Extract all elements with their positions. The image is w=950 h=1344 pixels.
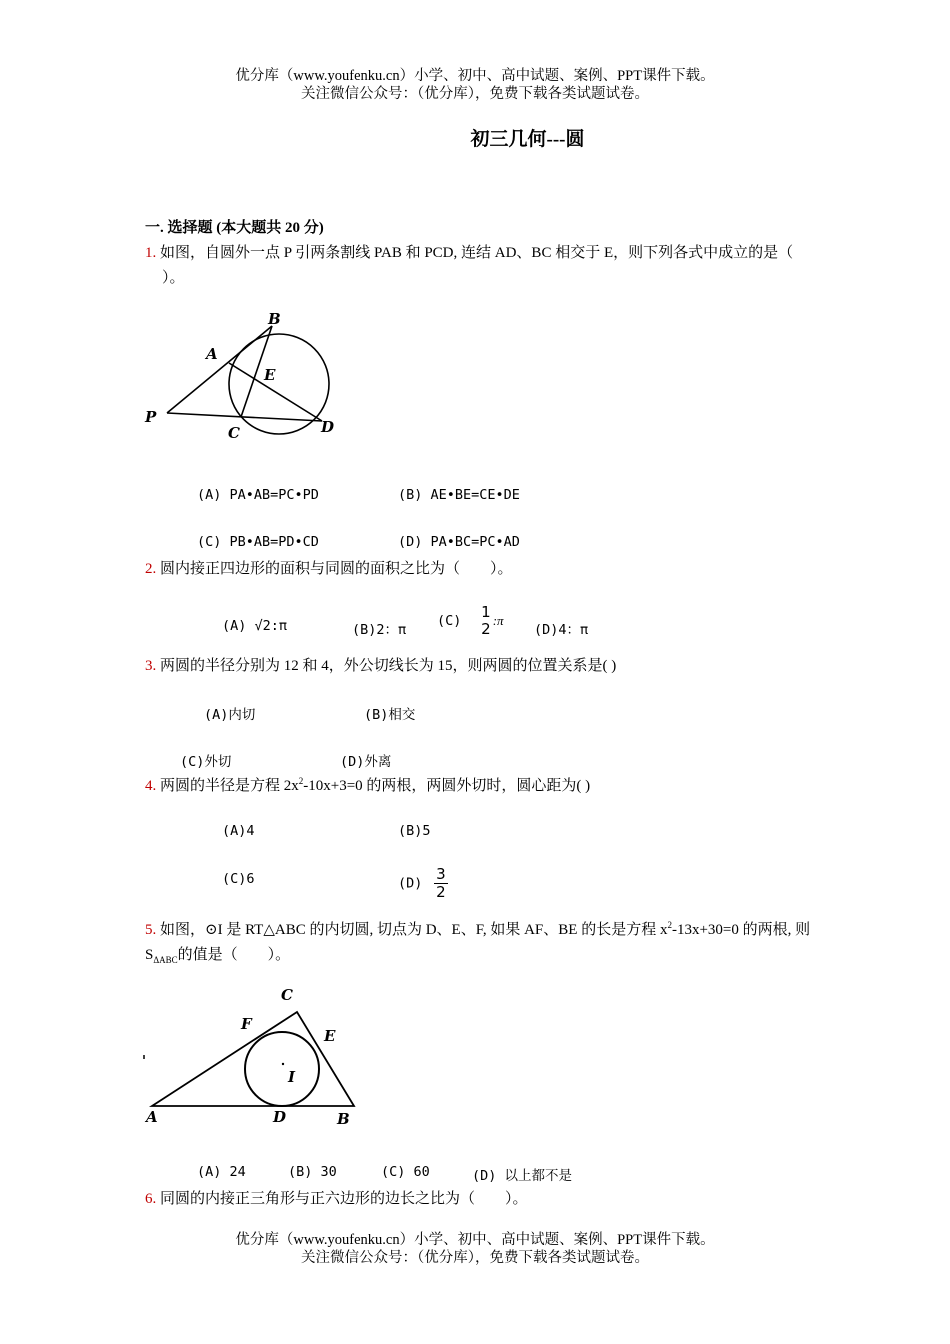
question-5 [145, 918, 810, 939]
q4-option-b: (B)5 [398, 823, 431, 839]
label-i: I [288, 1068, 296, 1086]
superscript: 2 [667, 920, 672, 930]
question-number: 6. [145, 1191, 157, 1207]
footer-line-1: 优分库（www.youfenku.cn）小学、初中、高中试题、案例、PPT课件下载。 [235, 1232, 715, 1248]
figure-incircle-triangle [140, 985, 370, 1130]
label-f: F [241, 1015, 252, 1033]
question-text: 同圆的内接正三角形与正六边形的边长之比为（ ）。 [156, 1191, 528, 1207]
question-text: 两圆的半径是方程 2x [156, 778, 299, 794]
fraction [479, 604, 493, 638]
q4-option-d [398, 866, 448, 901]
label-c: C [228, 424, 240, 440]
q3-option-c: (C)外切 [180, 754, 232, 770]
page-title: 初三几何---圆 [470, 129, 585, 150]
q2-option-d: (D)4：π [534, 622, 589, 638]
q5-option-a: (A) 24 [197, 1164, 246, 1180]
question-1-cont: ）。 [162, 270, 185, 286]
q1-option-c: (C) PB•AB=PD•CD [197, 534, 319, 550]
q4-option-a: (A)4 [222, 823, 255, 839]
question-text-b: -13x+30=0 的两根, 则 [671, 922, 811, 938]
question-text: 如图，自圆外一点 P 引两条割线 PAB 和 PCD, 连结 AD、BC 相交于 E，则下列各式中成立的是（ [156, 245, 794, 261]
label-b: B [268, 310, 281, 328]
question-text-b: -10x+3=0 的两根，两圆外切时，圆心距为( ) [303, 778, 591, 794]
question-number: 4. [145, 778, 157, 794]
label-p: P [145, 408, 157, 426]
footer-line-2: 关注微信公众号：（优分库），免费下载各类试题试卷。 [301, 1250, 649, 1266]
question-number: 2. [145, 561, 157, 577]
q1-option-b: (B) AE•BE=CE•DE [398, 487, 520, 503]
q2-option-c [437, 604, 504, 638]
section-heading: 一. 选择题 (本大题共 20 分) [145, 220, 324, 236]
question-text: 如图，⊙I 是 RT△ABC 的内切圆, 切点为 D、E、F, 如果 AF、BE 的长是方程 x [156, 922, 668, 938]
label-d: D [273, 1108, 287, 1126]
header-line-1: 优分库（www.youfenku.cn）小学、初中、高中试题、案例、PPT课件下载。 [235, 68, 715, 84]
q1-option-a: (A) PA•AB=PC•PD [197, 487, 319, 503]
question-text: 两圆的半径分别为 12 和 4，外公切线长为 15，则两圆的位置关系是( ) [156, 658, 617, 674]
fraction-numerator: 1 [481, 603, 491, 621]
incircle [245, 1032, 319, 1106]
label-b: B [337, 1110, 350, 1128]
label-d: D [321, 418, 335, 436]
q5-option-d: (D) 以上都不是 [472, 1168, 573, 1184]
q4-option-c: (C)6 [222, 871, 255, 887]
subscript: ΔABC [153, 955, 178, 965]
q5-option-c: (C) 60 [381, 1164, 430, 1180]
question-6 [145, 1187, 528, 1208]
question-1 [145, 241, 793, 262]
question-text-c: 的值是（ ）。 [177, 947, 291, 963]
fraction-denominator: 2 [481, 620, 491, 638]
question-3 [145, 654, 616, 675]
label-e: E [264, 366, 276, 384]
option-suffix: :π [492, 613, 504, 628]
question-number: 5. [145, 922, 157, 938]
label-e: E [324, 1027, 336, 1045]
q5-option-b: (B) 30 [288, 1164, 337, 1180]
option-label: (D) [398, 875, 423, 892]
superscript: 2 [298, 776, 304, 786]
center-dot [282, 1063, 284, 1065]
label-a: A [146, 1108, 158, 1126]
label-c: C [281, 986, 293, 1004]
q3-option-b: (B)相交 [364, 707, 416, 723]
fraction-numerator: 3 [436, 865, 446, 883]
q2-option-b: (B)2：π [352, 622, 407, 638]
question-5-cont [145, 943, 290, 965]
q3-option-a: (A)内切 [204, 707, 256, 723]
figure-secant-circle [140, 310, 350, 440]
fraction [434, 866, 448, 901]
question-number: 3. [145, 658, 157, 674]
header-line-2: 关注微信公众号：（优分库），免费下载各类试题试卷。 [301, 86, 649, 102]
q3-option-d: (D)外离 [340, 754, 392, 770]
label-a: A [206, 345, 218, 363]
option-label: (C) [437, 613, 462, 629]
q1-option-d: (D) PA•BC=PC•AD [398, 534, 520, 550]
question-2 [145, 557, 513, 578]
fraction-denominator: 2 [436, 883, 446, 901]
secant-pab [167, 326, 272, 413]
question-number: 1. [145, 245, 157, 261]
area-symbol: S [145, 947, 154, 963]
q2-option-a: (A) √2:π [222, 618, 288, 634]
question-text: 圆内接正四边形的面积与同圆的面积之比为（ ）。 [156, 561, 513, 577]
question-4 [145, 774, 590, 795]
